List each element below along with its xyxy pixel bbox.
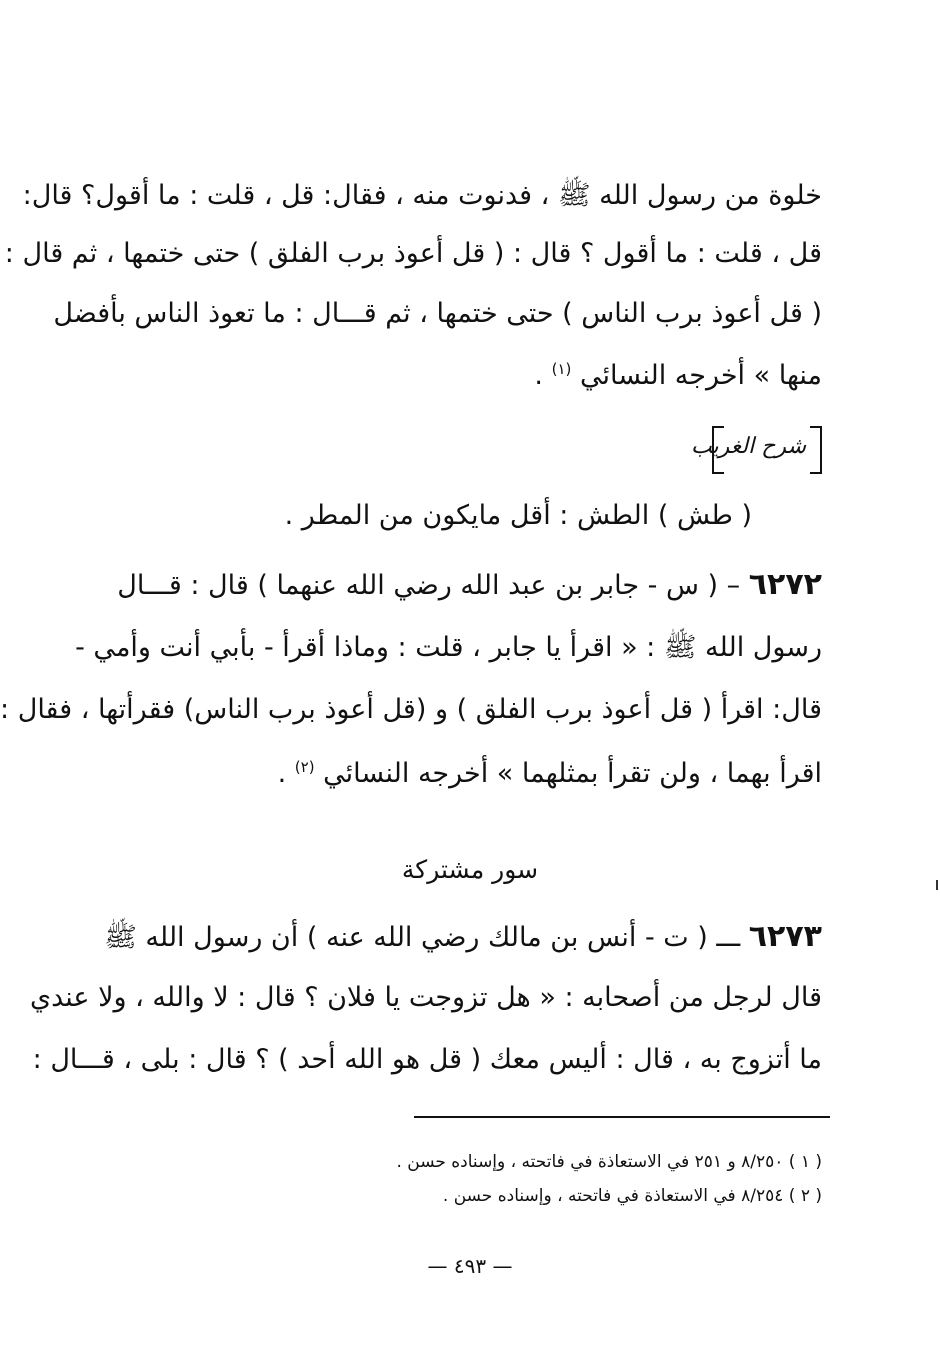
hadith-6272-line-1 (117, 567, 822, 602)
hadith-6273-line-2: قال لرجل من أصحابه : « هل تزوجت يا فلان ؟ قال : لا والله ، ولا عندي (29, 982, 822, 1013)
section-title: سور مشتركة (401, 855, 539, 884)
gharib-heading (690, 426, 822, 470)
gharib-heading-text: شرح الغريب (690, 434, 806, 459)
hadith-6273-line-1-text: ـــ ( ت - أنس بن مالك رضي الله عنه ) أن رسول الله ﷺ (104, 922, 741, 953)
hadith-6273-line-1 (104, 919, 822, 954)
hadith-6272-line-2: رسول الله ﷺ : « اقرأ يا جابر ، قلت : وماذا أقرأ - بأبي أنت وأمي - (75, 632, 822, 663)
hadith-6272-line-3: قال: اقرأ ( قل أعوذ برب الفلق ) و (قل أعوذ برب الناس) فقرأتها ، فقال : (0, 694, 822, 725)
line-8-period: . (277, 758, 287, 789)
text-line-3: ( قل أعوذ برب الناس ) حتى ختمها ، ثم قـــال : ما تعوذ الناس بأفضل (53, 298, 822, 329)
scan-mark (936, 880, 938, 890)
text-line-1: خلوة من رسول الله ﷺ ، فدنوت منه ، فقال: قل ، قلت : ما أقول؟ قال: (22, 180, 822, 211)
text-line-4-body: منها » أخرجه النسائي (579, 360, 822, 391)
footnote-2: ( ٢ ) ٨/٢٥٤ في الاستعاذة في فاتحته ، وإسناده حسن . (442, 1186, 822, 1206)
line-4-period: . (534, 360, 544, 391)
hadith-6272-line-4-body: اقرأ بهما ، ولن تقرأ بمثلهما » أخرجه النسائي (323, 758, 822, 789)
footnote-1: ( ١ ) ٨/٢٥٠ و ٢٥١ في الاستعاذة في فاتحته ، وإسناده حسن . (396, 1152, 822, 1172)
gharib-definition: ( طش ) الطش : أقل مايكون من المطر . (284, 500, 752, 531)
hadith-6272-line-4 (122, 760, 822, 787)
footnote-separator (414, 1116, 830, 1118)
hadith-number-6272: ٦٢٧٢ (748, 567, 822, 602)
hadith-number-6273: ٦٢٧٣ (748, 919, 822, 954)
footnote-ref-2: (٢) (294, 758, 315, 776)
page-number: — ٤٩٣ — (427, 1254, 513, 1278)
heading-bracket-right (810, 426, 822, 474)
footnote-ref-1: (١) (551, 360, 572, 378)
hadith-6273-line-3: ما أتزوج به ، قال : أليس معك ( قل هو الله أحد ) ؟ قال : بلى ، قـــال : (32, 1044, 822, 1075)
text-line-4 (122, 362, 822, 389)
hadith-6272-line-1-text: – ( س - جابر بن عبد الله رضي الله عنهما ) قال : قـــال (117, 570, 741, 601)
text-line-2: قل ، قلت : ما أقول ؟ قال : ( قل أعوذ برب الفلق ) حتى ختمها ، ثم قال : (4, 238, 822, 269)
